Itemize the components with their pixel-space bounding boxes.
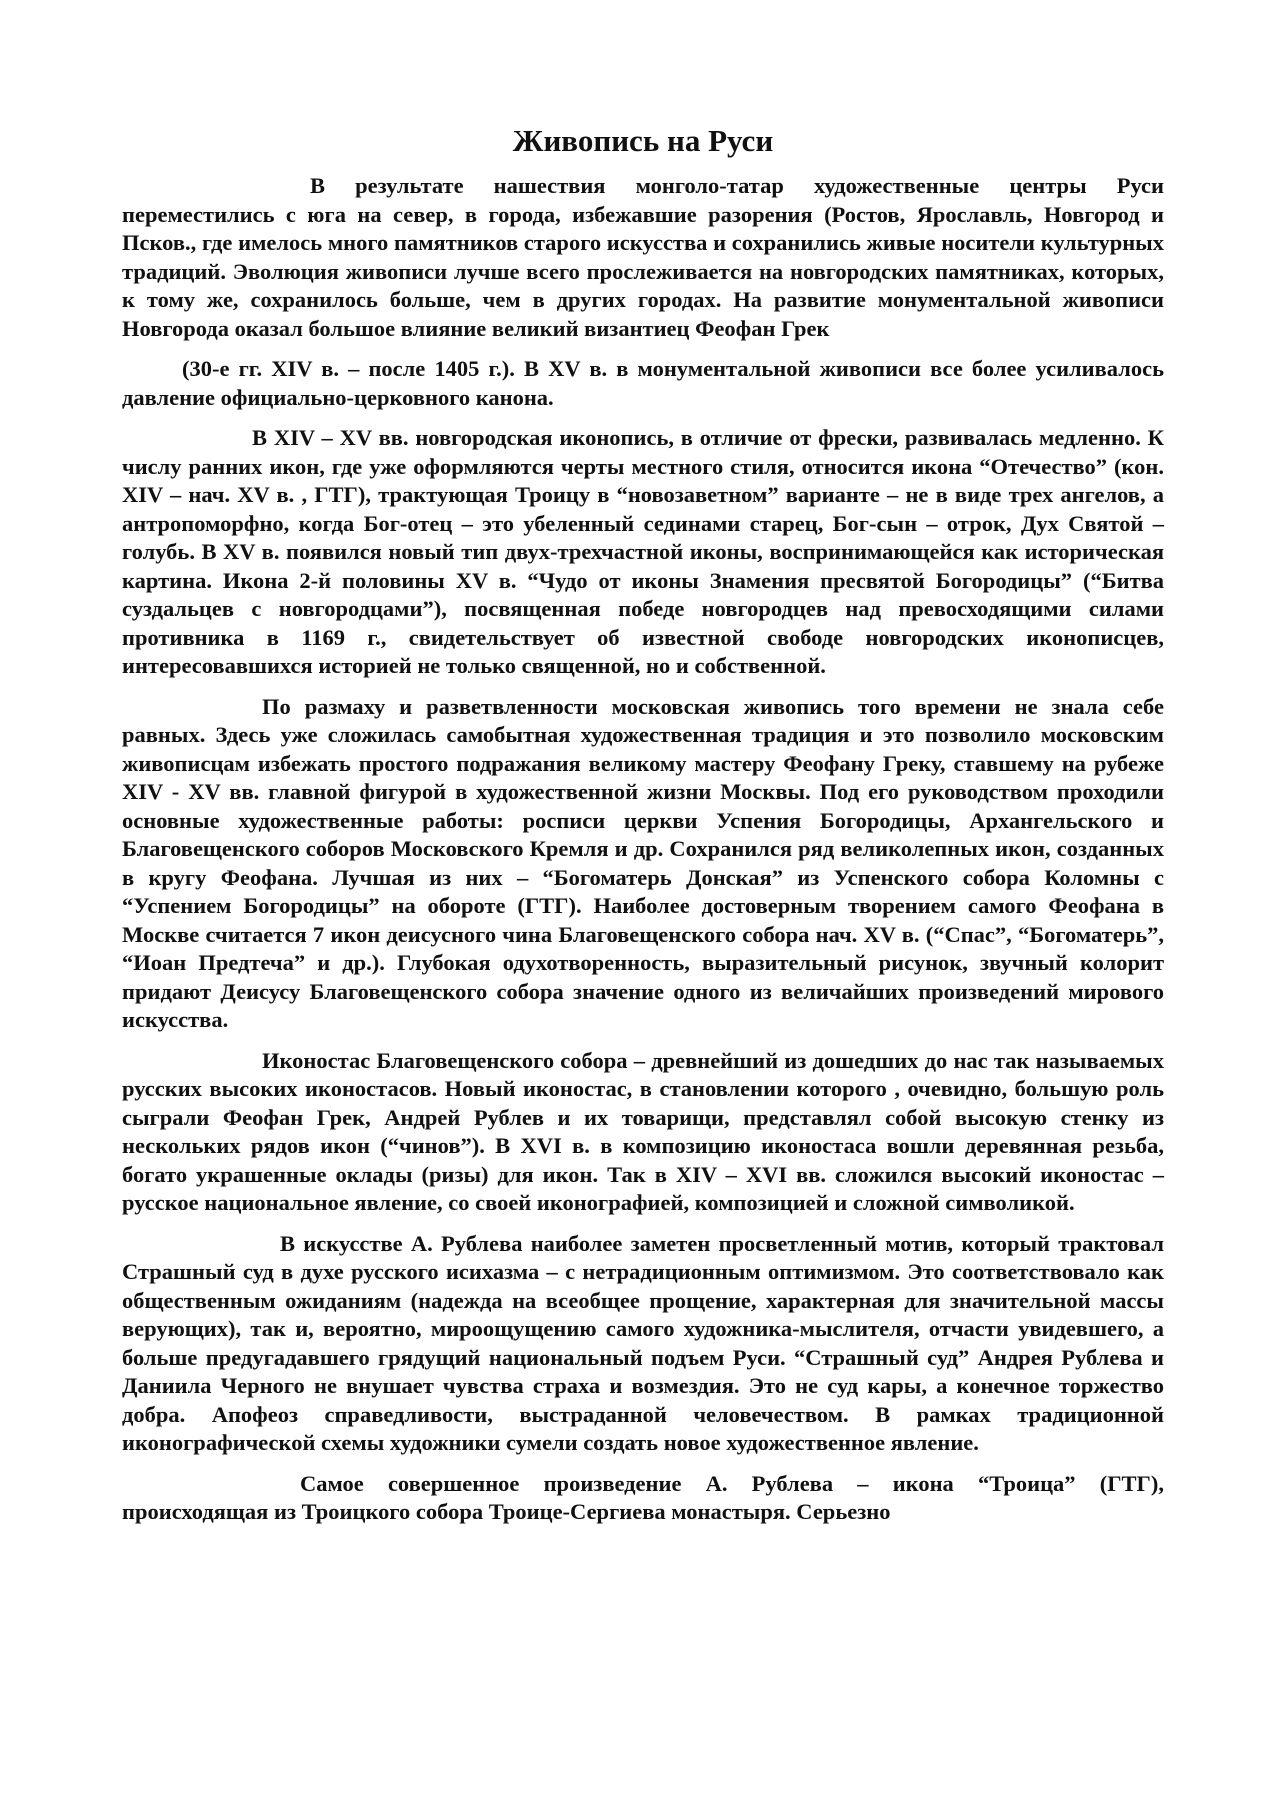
document-title: Живопись на Руси: [512, 123, 774, 158]
paragraph-4: По размаху и разветвленности московская живопись того времени не знала себе равных. Здесь уже сложилась самобытная художественная традиция и это позволило московским живописцам избежать простого подражания великому мастеру Феофану Греку, ставшему на рубеже XIV - XV вв. главной фигурой в художественной жизни Москвы. Под его руководством проходили основные художественные работы: росписи церкви Успения Богородицы, Архангельского и Благовещенского соборов Московского Кремля и др. Сохранился ряд великолепных икон, созданных в кругу Феофана. Лучшая из них – “Богоматерь Донская” из Успенского собора Коломны с “Успением Богородицы” на обороте (ГТГ). Наиболее достоверным творением самого Феофана в Москве считается 7 икон деисусного чина Благовещенского собора нач. XV в. (“Спас”, “Богоматерь”, “Иоан Предтеча” и др.). Глубокая одухотворенность, выразительный рисунок, звучный колорит придают Деисусу Благовещенского собора значение одного из величайших произведений мирового искусства.: [122, 693, 1164, 1032]
paragraph-6: В искусстве А. Рублева наиболее заметен просветленный мотив, который трактовал Страшный суд в духе русского исихазма – с нетрадиционным оптимизмом. Это соответствовало как общественным ожиданиям (надежда на всеобщее прощение, характерная для значительной массы верующих), так и, вероятно, мироощущению самого художника-мыслителя, отчасти увидевшего, а больше предугадавшего грядущий национальный подъем Руси. “Страшный суд” Андрея Рублева и Даниила Черного не внушает чувства страха и возмездия. Это не суд кары, а конечное торжество добра. Апофеоз справедливости, выстраданной человечеством. В рамках традиционной иконографической схемы художники сумели создать новое художественное явление.: [122, 1230, 1164, 1455]
paragraph-7: Самое совершенное произведение А. Рублева – икона “Троица” (ГТГ), происходящая из Троицкого собора Троице-Сергиева монастыря. Серьезно: [122, 1470, 1164, 1524]
document-page: [122, 122, 1164, 1539]
paragraph-5: Иконостас Благовещенского собора – древнейший из дошедших до нас так называемых русских высоких иконостасов. Новый иконостас, в становлении которого , очевидно, большую роль сыграли Феофан Грек, Андрей Рублев и их товарищи, представлял собой высокую стенку из нескольких рядов икон (“чинов”). В XVI в. в композицию иконостаса вошли деревянная резьба, богато украшенные оклады (ризы) для икон. Так в XIV – XVI вв. сложился высокий иконостас – русское национальное явление, со своей иконографией, композицией и сложной символикой.: [122, 1047, 1164, 1215]
paragraph-2: (30-е гг. XIV в. – после 1405 г.). В XV в. в монументальной живописи все более усиливалось давление официально-церковного канона.: [122, 356, 1164, 410]
paragraph-1: В результате нашествия монголо-татар художественные центры Руси переместились с юга на север, в города, избежавшие разорения (Ростов, Ярославль, Новгород и Псков., где имелось много памятников старого искусства и сохранились живые носители культурных традиций. Эволюция живописи лучше всего прослеживается на новгородских памятниках, которых, к тому же, сохранилось больше, чем в других городах. На развитие монументальной живописи Новгорода оказал большое влияние великий византиец Феофан Грек: [122, 173, 1164, 341]
paragraph-3: В XIV – XV вв. новгородская иконопись, в отличие от фрески, развивалась медленно. К числу ранних икон, где уже оформляются черты местного стиля, относится икона “Отечество” (кон. XIV – нач. XV в. , ГТГ), трактующая Троицу в “новозаветном” варианте – не в виде трех ангелов, а антропоморфно, когда Бог-отец – это убеленный сединами старец, Бог-сын – отрок, Дух Святой – голубь. В XV в. появился новый тип двух-трехчастной иконы, воспринимающейся как историческая картина. Икона 2-й половины XV в. “Чудо от иконы Знамения пресвятой Богородицы” (“Битва суздальцев с новгородцами”), посвященная победе новгородцев над превосходящими силами противника в 1169 г., свидетельствует об известной свободе новгородских иконописцев, интересовавшихся историей не только священной, но и собственной.: [122, 425, 1164, 678]
